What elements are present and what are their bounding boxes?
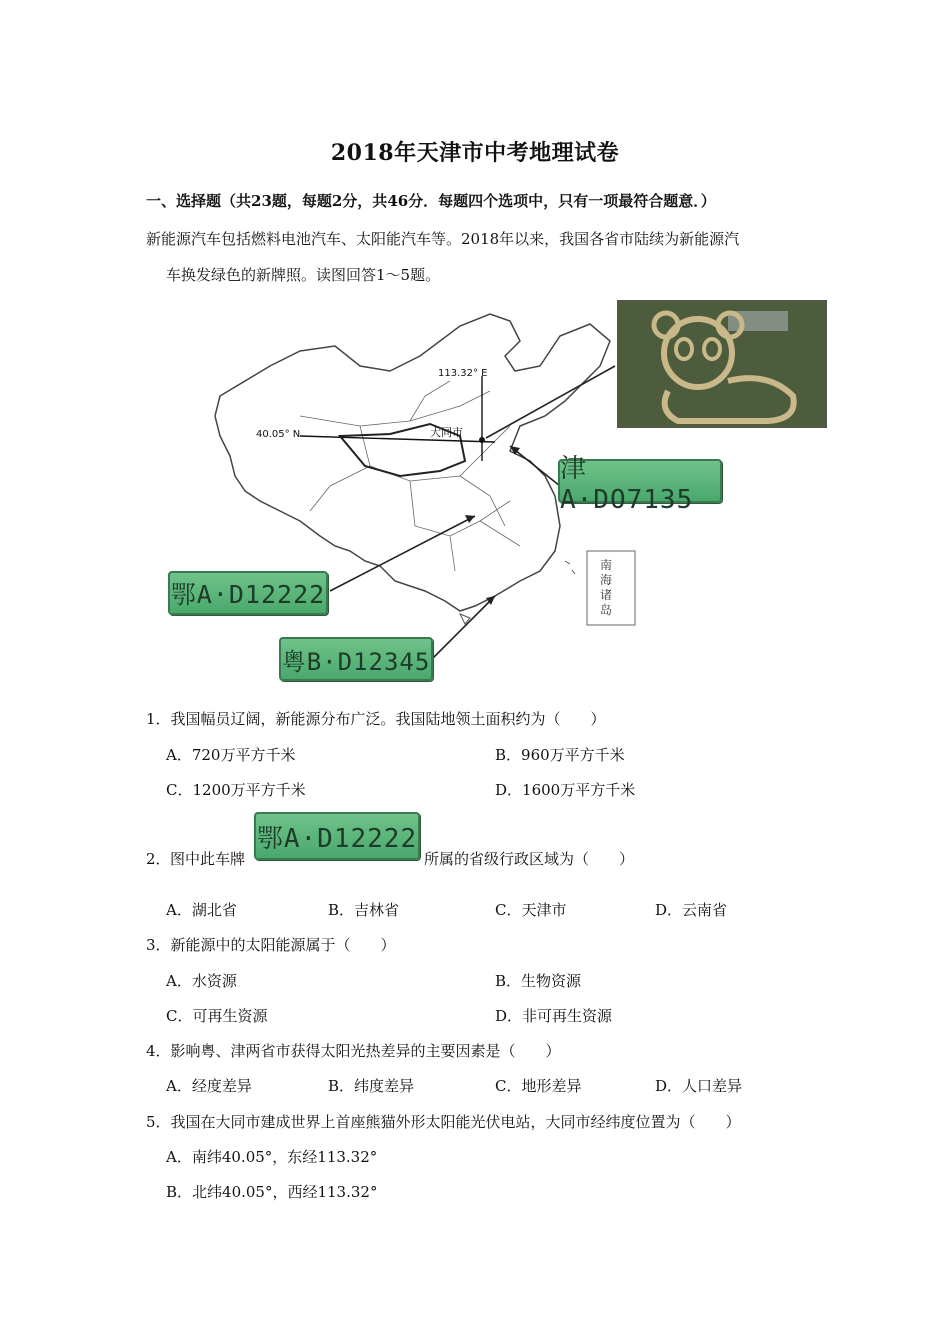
plate-tianjin: 津A·DO7135 bbox=[558, 459, 722, 503]
question-1 bbox=[146, 708, 606, 729]
plate-guangdong: 粤B·D12345 bbox=[279, 637, 433, 681]
question-2-text-after: 所属的省级行政区域为（ ） bbox=[424, 850, 635, 868]
question-2-plate: 鄂A·D12222 bbox=[254, 812, 420, 860]
q1-option-d: D．1600万平方千米 bbox=[495, 781, 636, 799]
page-title: 2018年天津市中考地理试卷 bbox=[330, 140, 620, 166]
longitude-label: 113.32° E bbox=[438, 368, 488, 379]
panda-shape bbox=[618, 301, 826, 427]
question-3-number: 3． bbox=[146, 936, 171, 954]
q1-option-b: B．960万平方千米 bbox=[495, 746, 625, 764]
datong-label: 大同市 bbox=[430, 426, 463, 439]
china-outline bbox=[215, 314, 610, 611]
q3-option-d: D．非可再生资源 bbox=[495, 1007, 613, 1025]
q4-option-c: C．地形差异 bbox=[495, 1077, 582, 1095]
inset-label: 南海诸岛 bbox=[600, 558, 613, 617]
q4-option-a: A．经度差异 bbox=[166, 1077, 252, 1095]
question-4-number: 4． bbox=[146, 1042, 171, 1060]
question-5-number: 5． bbox=[146, 1113, 171, 1131]
datong-point bbox=[479, 437, 485, 443]
question-5 bbox=[146, 1111, 741, 1132]
question-1-text: 我国幅员辽阔，新能源分布广泛。我国陆地领土面积约为（ ） bbox=[170, 710, 606, 728]
q2-option-c: C．天津市 bbox=[495, 901, 567, 919]
question-1-number: 1． bbox=[146, 710, 171, 728]
q3-option-c: C．可再生资源 bbox=[166, 1007, 268, 1025]
section-heading: 一、选择题（共23题，每题2分，共46分．每题四个选项中，只有一项最符合题意．） bbox=[146, 192, 716, 210]
q2-option-b: B．吉林省 bbox=[328, 901, 400, 919]
panda-solar-station-photo bbox=[617, 300, 827, 428]
q4-option-b: B．纬度差异 bbox=[328, 1077, 415, 1095]
plate-hubei: 鄂A·D12222 bbox=[168, 571, 328, 615]
q2-option-d: D．云南省 bbox=[655, 901, 728, 919]
question-4-text: 影响粤、津两省市获得太阳光热差异的主要因素是（ ） bbox=[170, 1042, 561, 1060]
question-5-text: 我国在大同市建成世界上首座熊猫外形太阳能光伏电站，大同市经纬度位置为（ ） bbox=[170, 1113, 741, 1131]
intro-line-1: 新能源汽车包括燃料电池汽车、太阳能汽车等。2018年以来，我国各省市陆续为新能源汽 bbox=[146, 230, 740, 248]
question-3-text: 新能源中的太阳能源属于（ ） bbox=[170, 936, 396, 954]
latitude-label: 40.05° N bbox=[256, 429, 301, 440]
question-2-number: 2． bbox=[146, 850, 171, 868]
q3-option-a: A．水资源 bbox=[166, 972, 237, 990]
question-4 bbox=[146, 1040, 561, 1061]
question-2-text-before: 图中此车牌 bbox=[170, 850, 246, 868]
q1-option-c: C．1200万平方千米 bbox=[166, 781, 306, 799]
intro-line-2: 车换发绿色的新牌照。读图回答1～5题。 bbox=[166, 266, 441, 284]
q1-option-a: A．720万平方千米 bbox=[166, 746, 296, 764]
q5-option-a: A．南纬40.05°，东经113.32° bbox=[166, 1148, 378, 1166]
q2-option-a: A．湖北省 bbox=[166, 901, 237, 919]
question-3 bbox=[146, 934, 396, 955]
q4-option-d: D．人口差异 bbox=[655, 1077, 743, 1095]
q3-option-b: B．生物资源 bbox=[495, 972, 582, 990]
q5-option-b: B．北纬40.05°，西经113.32° bbox=[166, 1183, 378, 1201]
